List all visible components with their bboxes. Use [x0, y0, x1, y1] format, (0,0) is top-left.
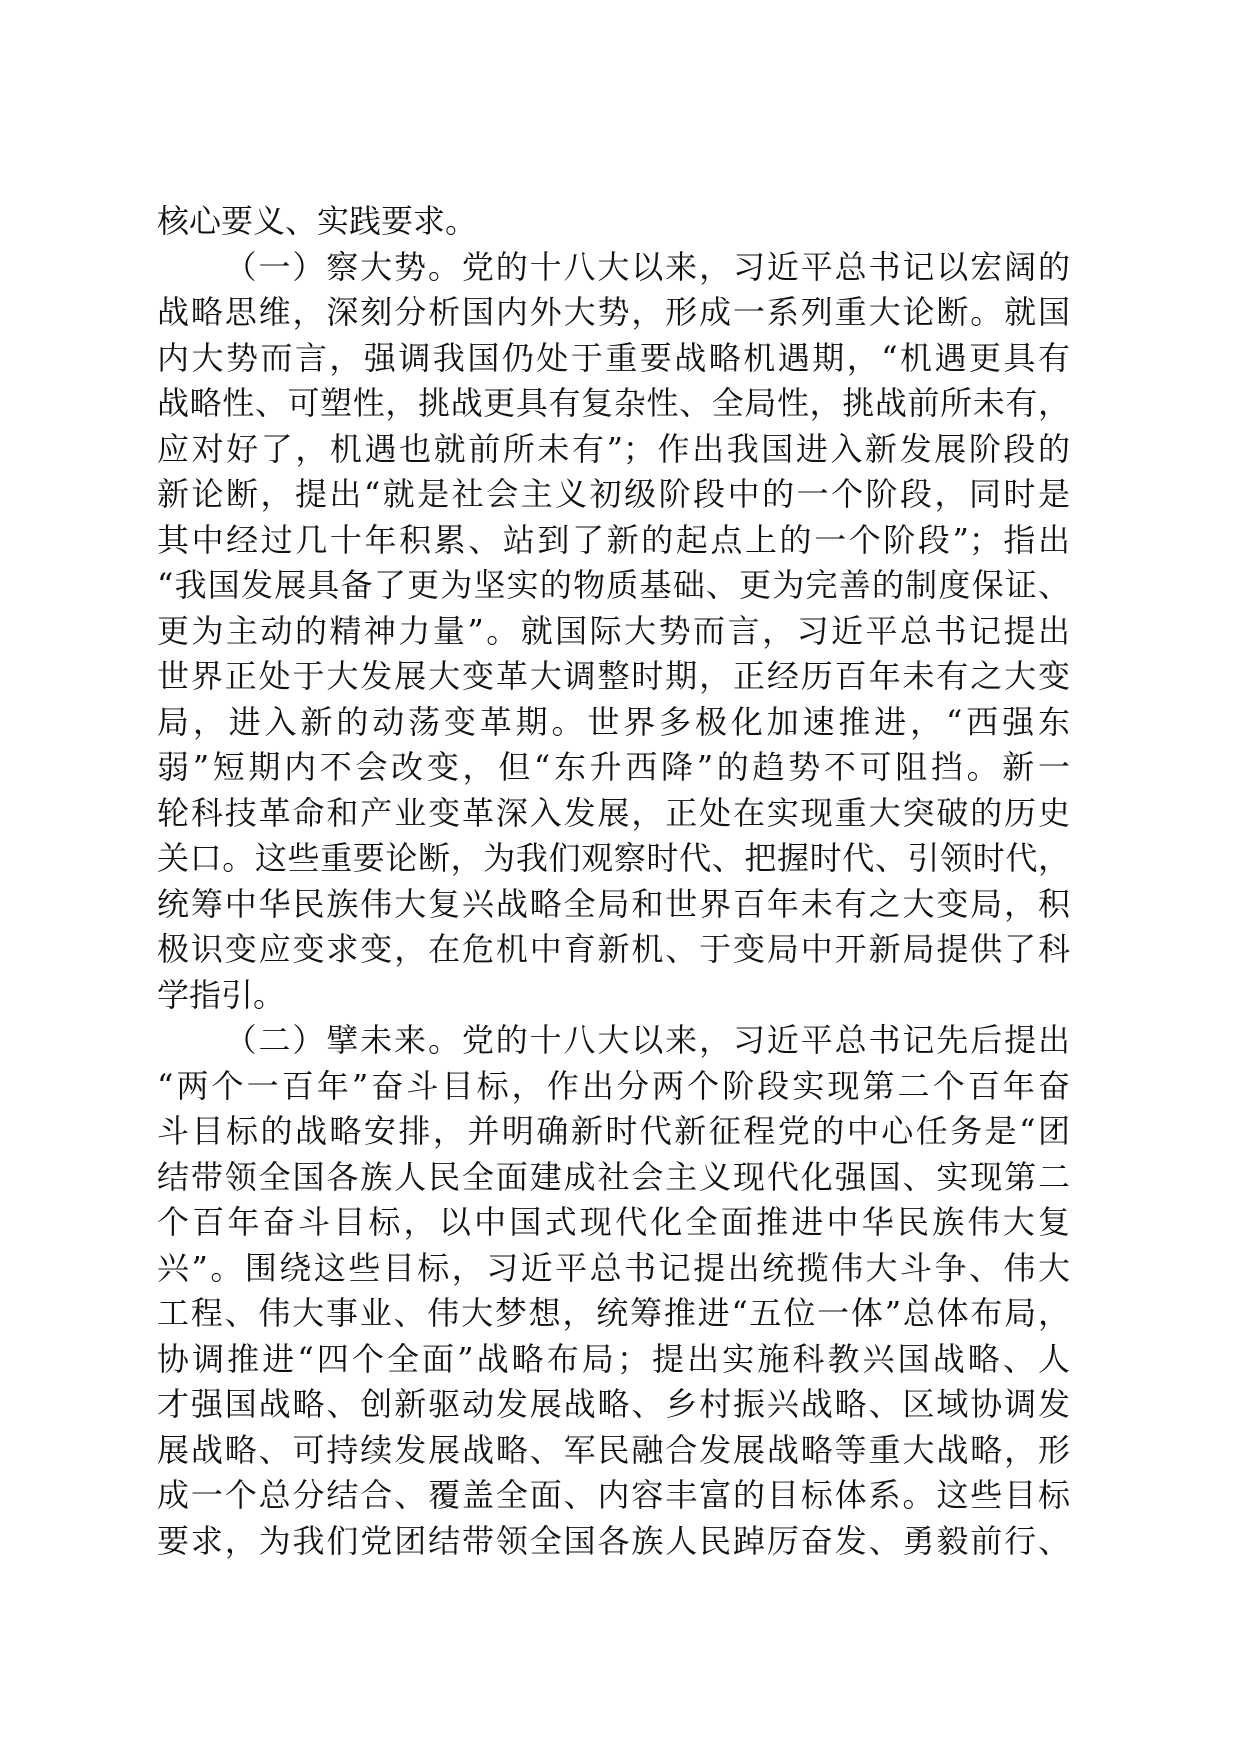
- text-line: 统筹中华民族伟大复兴战略全局和世界百年未有之大变局，积: [157, 884, 1070, 923]
- text-line: 世界正处于大发展大变革大调整时期，正经历百年未有之大变: [157, 657, 1070, 695]
- text-line: 工程、伟大事业、伟大梦想，统筹推进“五位一体”总体布局，: [157, 1294, 1070, 1332]
- text-line: 才强国战略、创新驱动发展战略、乡村振兴战略、区域协调发: [157, 1385, 1070, 1423]
- text-line: 其中经过几十年积累、站到了新的起点上的一个阶段”；指出: [157, 520, 1070, 559]
- text-line: 关口。这些重要论断，为我们观察时代、把握时代、引领时代，: [157, 839, 1070, 877]
- text-line: 更为主动的精神力量”。就国际大势而言，习近平总书记提出: [157, 611, 1070, 650]
- text-line: 协调推进“四个全面”战略布局；提出实施科教兴国战略、人: [157, 1339, 1070, 1378]
- text-line: （二）擘未来。党的十八大以来，习近平总书记先后提出: [224, 1021, 1070, 1059]
- text-line: 个百年奋斗目标，以中国式现代化全面推进中华民族伟大复: [157, 1203, 1070, 1241]
- document-body: [157, 199, 1070, 1564]
- text-line: 应对好了，机遇也就前所未有”；作出我国进入新发展阶段的: [157, 429, 1070, 468]
- text-line: 成一个总分结合、覆盖全面、内容丰富的目标体系。这些目标: [157, 1476, 1070, 1514]
- text-line: 兴”。围绕这些目标，习近平总书记提出统揽伟大斗争、伟大: [157, 1248, 1070, 1287]
- text-line: 内大势而言，强调我国仍处于重要战略机遇期，“机遇更具有: [157, 338, 1070, 377]
- text-line: 局，进入新的动荡变革期。世界多极化加速推进，“西强东: [157, 702, 1070, 741]
- text-line: 学指引。: [157, 975, 286, 1014]
- text-line: 斗目标的战略安排，并明确新时代新征程党的中心任务是“团: [157, 1112, 1070, 1150]
- paragraph: [157, 245, 1070, 1019]
- paragraph: [157, 199, 1070, 245]
- text-line: 展战略、可持续发展战略、军民融合发展战略等重大战略，形: [157, 1430, 1070, 1469]
- text-line: 新论断，提出“就是社会主义初级阶段中的一个阶段，同时是: [157, 475, 1070, 513]
- text-line: 极识变应变求变，在危机中育新机、于变局中开新局提供了科: [157, 930, 1070, 968]
- text-line: 要求，为我们党团结带领全国各族人民踔厉奋发、勇毅前行、: [157, 1521, 1070, 1560]
- text-line: （一）察大势。党的十八大以来，习近平总书记以宏阔的: [224, 247, 1070, 286]
- text-line: 轮科技革命和产业变革深入发展，正处在实现重大突破的历史: [157, 793, 1070, 832]
- text-line: 战略思维，深刻分析国内外大势，形成一系列重大论断。就国: [157, 293, 1070, 331]
- text-line: “两个一百年”奋斗目标，作出分两个阶段实现第二个百年奋: [157, 1066, 1070, 1105]
- text-line: “我国发展具备了更为坚实的物质基础、更为完善的制度保证、: [157, 566, 1070, 604]
- text-line: 弱”短期内不会改变，但“东升西降”的趋势不可阻挡。新一: [157, 748, 1070, 786]
- text-line: 战略性、可塑性，挑战更具有复杂性、全局性，挑战前所未有，: [157, 384, 1070, 422]
- text-line: 结带领全国各族人民全面建成社会主义现代化强国、实现第二: [157, 1157, 1070, 1196]
- paragraph: [157, 1018, 1070, 1564]
- text-line: 核心要义、实践要求。: [157, 202, 478, 240]
